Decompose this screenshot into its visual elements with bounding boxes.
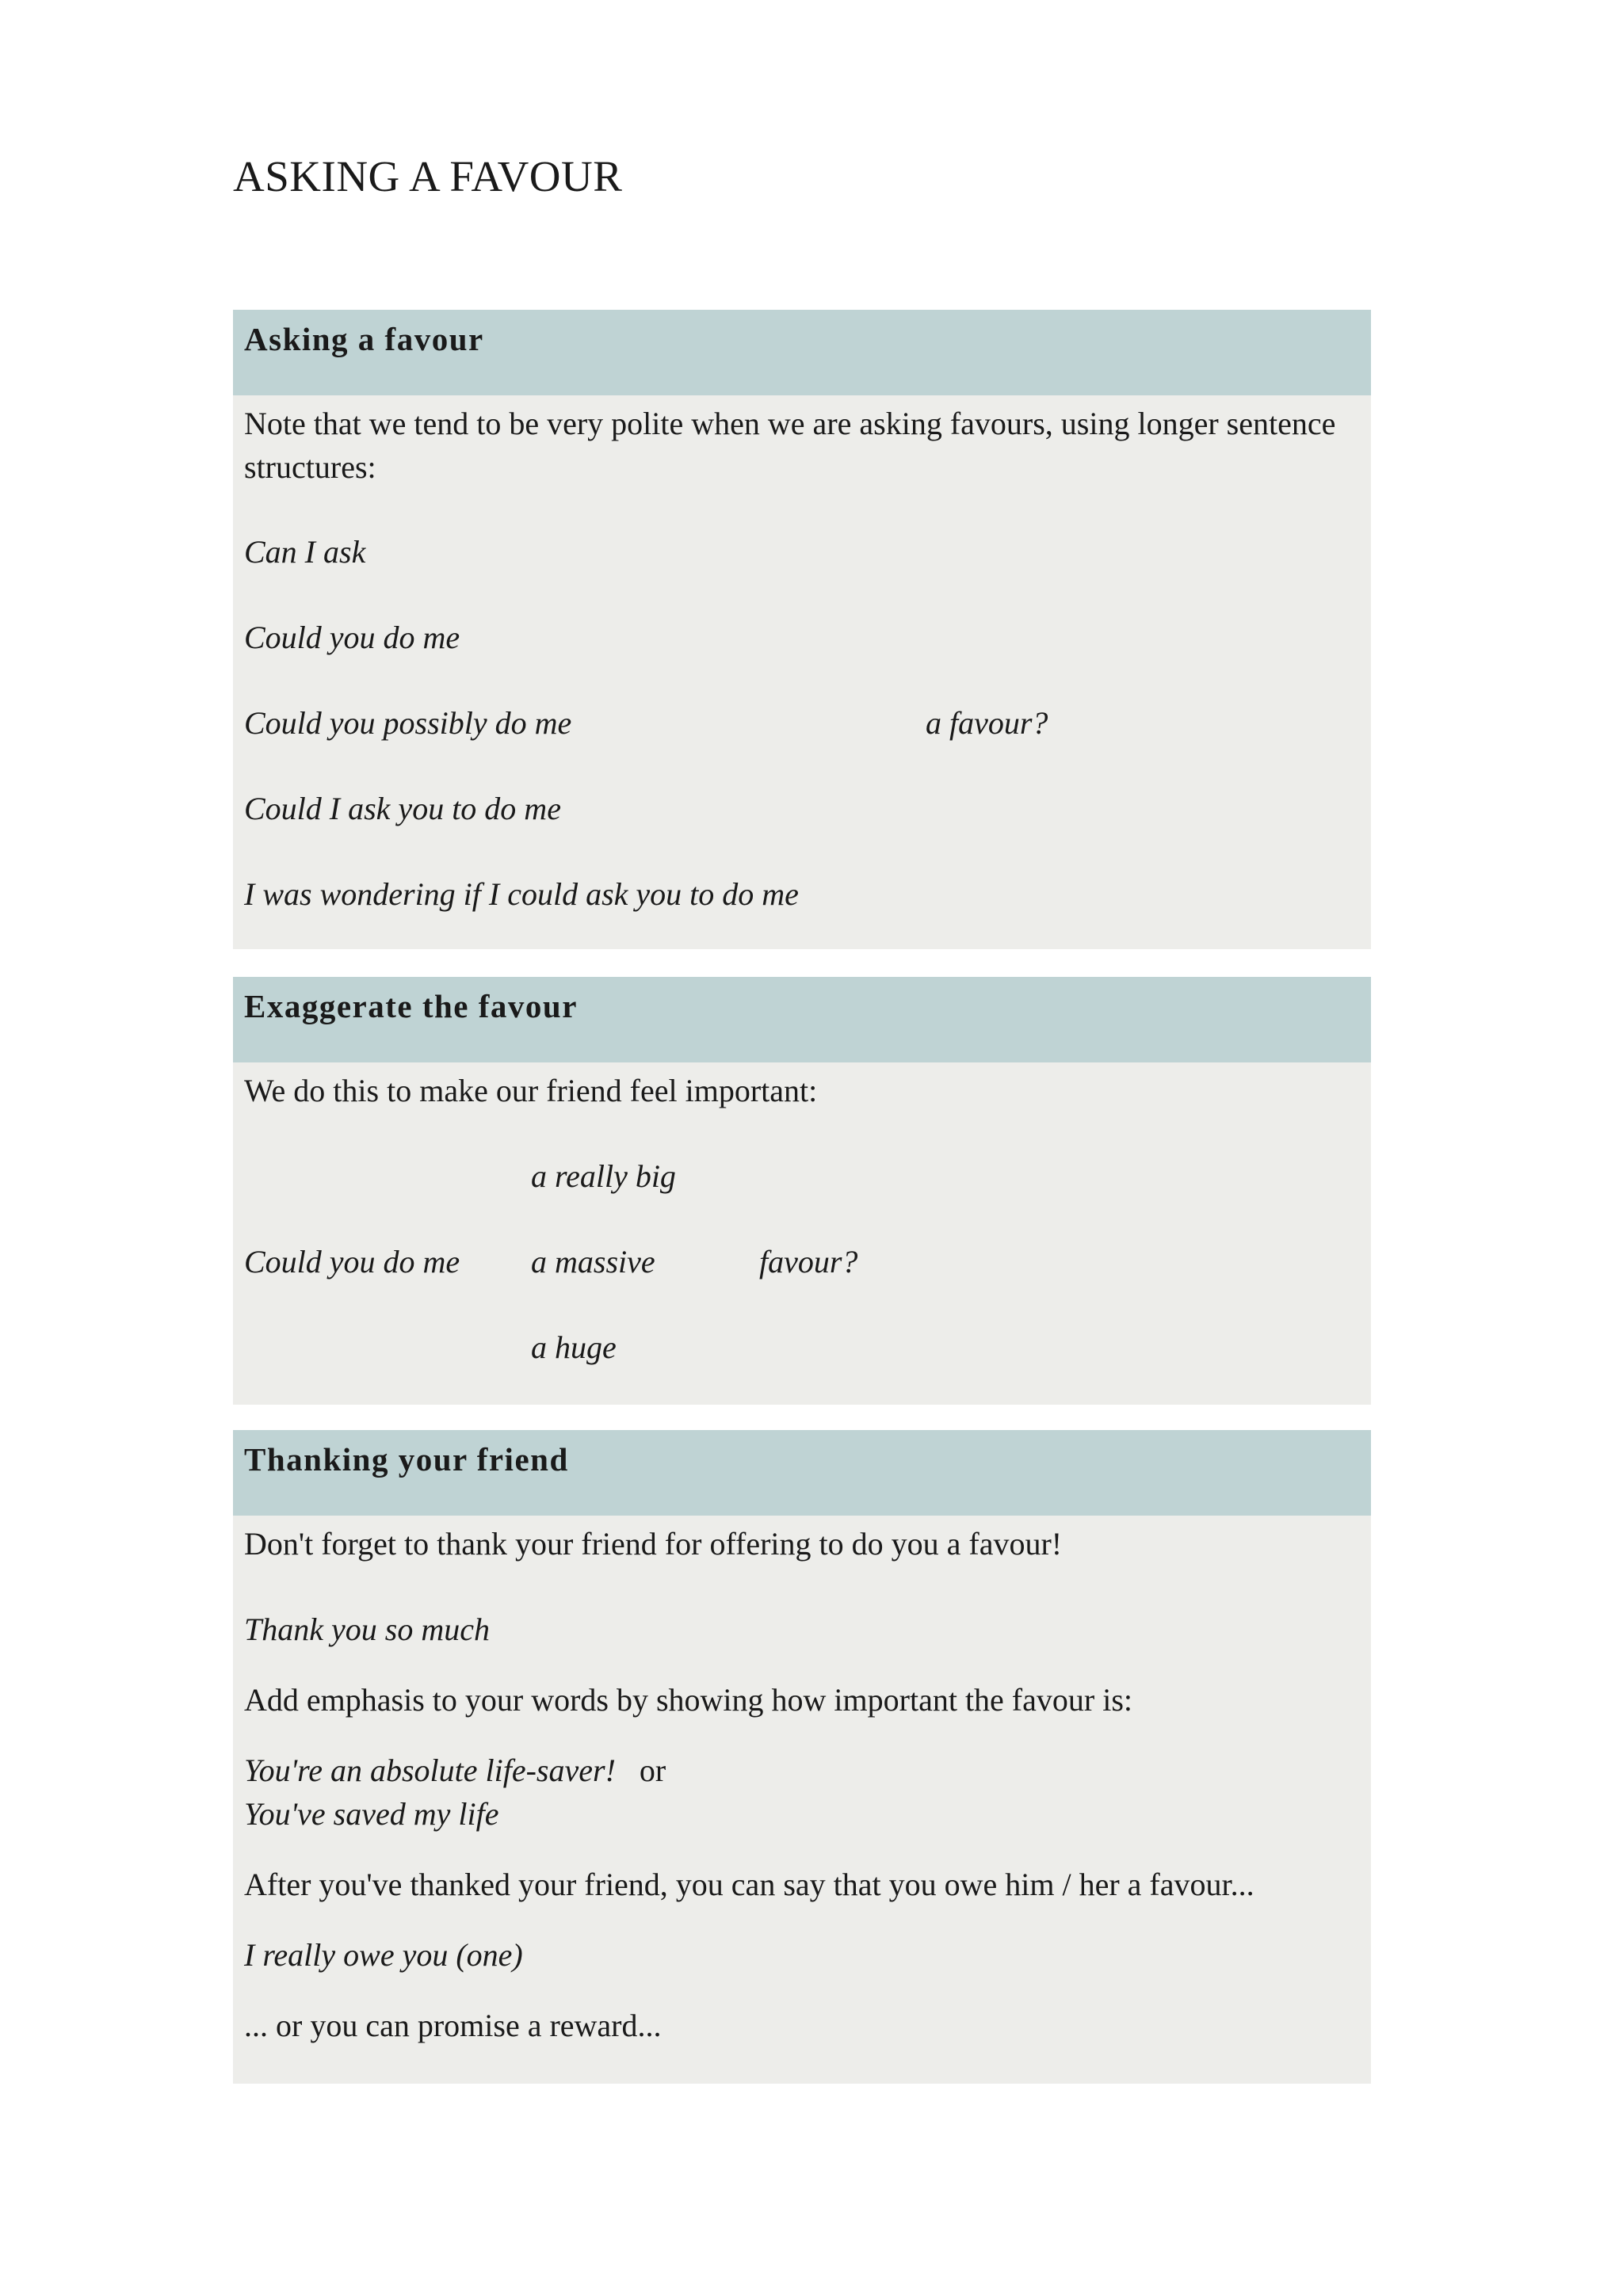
section-body xyxy=(233,1062,1371,1405)
emphasis-note: Add emphasis to your words by showing how important the favour is: xyxy=(244,1682,1132,1718)
option-item: a huge xyxy=(531,1329,617,1365)
section-body xyxy=(233,1516,1371,2084)
intro-text: We do this to make our friend feel important: xyxy=(244,1073,818,1108)
reward-note: ... or you can promise a reward... xyxy=(244,2008,662,2043)
phrase-item: Could you do me xyxy=(244,620,460,655)
phrase-ending: favour? xyxy=(759,1244,858,1280)
phrase-item: Can I ask xyxy=(244,534,366,570)
section-asking-a-favour xyxy=(233,310,1371,949)
section-heading: Exaggerate the favour xyxy=(233,977,1371,1062)
emphasis-phrase: You've saved my life xyxy=(244,1796,499,1832)
thanks-phrase: Thank you so much xyxy=(244,1611,490,1647)
emphasis-line xyxy=(244,1749,666,1792)
owe-note: After you've thanked your friend, you can say that you owe him / her a favour... xyxy=(244,1867,1254,1902)
option-item: a really big xyxy=(531,1158,676,1194)
intro-text: Note that we tend to be very polite when we are asking favours, using longer sentence structures: xyxy=(244,406,1336,486)
phrase-item: Could I ask you to do me xyxy=(244,791,561,826)
emphasis-phrase: You're an absolute life-saver! xyxy=(244,1753,616,1788)
or-word: or xyxy=(639,1753,666,1788)
owe-phrase: I really owe you (one) xyxy=(244,1937,523,1973)
intro-text: Don't forget to thank your friend for offering to do you a favour! xyxy=(244,1526,1063,1562)
option-item: a massive xyxy=(531,1244,655,1280)
section-exaggerate-the-favour xyxy=(233,977,1371,1405)
section-heading: Asking a favour xyxy=(233,310,1371,395)
section-heading: Thanking your friend xyxy=(233,1430,1371,1516)
page-title: ASKING A FAVOUR xyxy=(233,152,623,200)
phrase-item: I was wondering if I could ask you to do me xyxy=(244,876,799,912)
phrase-ending: a favour? xyxy=(926,705,1048,741)
section-thanking-your-friend xyxy=(233,1430,1371,2084)
phrase-item: Could you possibly do me xyxy=(244,705,572,741)
section-body xyxy=(233,395,1371,949)
phrase-lead: Could you do me xyxy=(244,1244,460,1280)
